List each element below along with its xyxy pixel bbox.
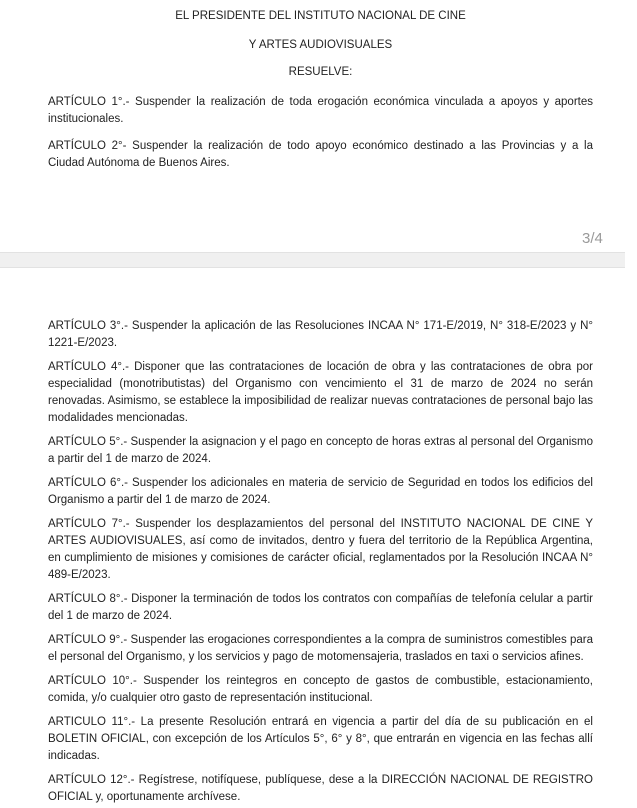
page-3-content: [48, 8, 593, 182]
article-3: ARTÍCULO 3°.- Suspender la aplicación de las Resoluciones INCAA N° 171-E/2019, N° 318-E/2023 y N° 1221-E/2023.: [48, 320, 593, 349]
doc-heading-line-1: EL PRESIDENTE DEL INSTITUTO NACIONAL DE CINE: [175, 10, 466, 22]
article-1: ARTÍCULO 1°.- Suspender la realización de toda erogación económica vinculada a apoyos y aportes institucionales.: [48, 96, 593, 125]
article-11: ARTICULO 11°.- La presente Resolución entrará en vigencia a partir del día de su publicación en el BOLETIN OFICIAL, con excepción de los Artículos 5°, 6° y 8°, que entrarán en vigencia en las fechas allí indicadas.: [48, 716, 593, 762]
article-5: ARTÍCULO 5°.- Suspender la asignacion y el pago en concepto de horas extras al personal del Organismo a partir del 1 de marzo de 2024.: [48, 436, 593, 465]
article-4: ARTÍCULO 4°.- Disponer que las contrataciones de locación de obra y las contrataciones de obra por especialidad (monotributistas) del Organismo con vencimiento el 31 de marzo de 2024 no serán renovadas. Asimismo, se establece la imposibilidad de realizar nuevas contrataciones de personal bajo las modalidades mencionadas.: [48, 361, 593, 424]
article-2: ARTÍCULO 2°- Suspender la realización de todo apoyo económico destinado a las Provincias y a la Ciudad Autónoma de Buenos Aires.: [48, 140, 593, 169]
article-8: ARTÍCULO 8°.- Disponer la terminación de todos los contratos con compañías de telefonía celular a partir del 1 de marzo de 2024.: [48, 593, 593, 622]
page-4-content: [48, 318, 593, 808]
page-separator: [0, 252, 625, 268]
article-12: ARTÍCULO 12°.- Regístrese, notifíquese, publíquese, dese a la DIRECCIÓN NACIONAL DE REGISTRO OFICIAL y, oportunamente archívese.: [48, 774, 593, 803]
article-9: ARTÍCULO 9°.- Suspender las erogaciones correspondientes a la compra de suministros comestibles para el personal del Organismo, y los servicios y pago de motomensajeria, traslados en taxi o servicios afines.: [48, 634, 593, 663]
article-6: ARTÍCULO 6°.- Suspender los adicionales en materia de servicio de Seguridad en todos los edificios del Organismo a partir del 1 de marzo de 2024.: [48, 477, 593, 506]
doc-heading-line-2: Y ARTES AUDIOVISUALES: [248, 39, 393, 51]
article-10: ARTÍCULO 10°.- Suspender los reintegros en concepto de gastos de combustible, estacionamiento, comida, y/o cualquier otro gasto de representación institucional.: [48, 675, 593, 704]
page-number-indicator: 3/4: [582, 230, 603, 247]
doc-heading-resuelve: RESUELVE:: [288, 66, 353, 78]
article-7: ARTÍCULO 7°.- Suspender los desplazamientos del personal del INSTITUTO NACIONAL DE CINE Y ARTES AUDIOVISUALES, así como de invitados, dentro y fuera del territorio de la República Argentina, en cumplimiento de misiones y comisiones de carácter oficial, reglamentados por la Resolución INCAA N° 489-E/2023.: [48, 518, 593, 581]
